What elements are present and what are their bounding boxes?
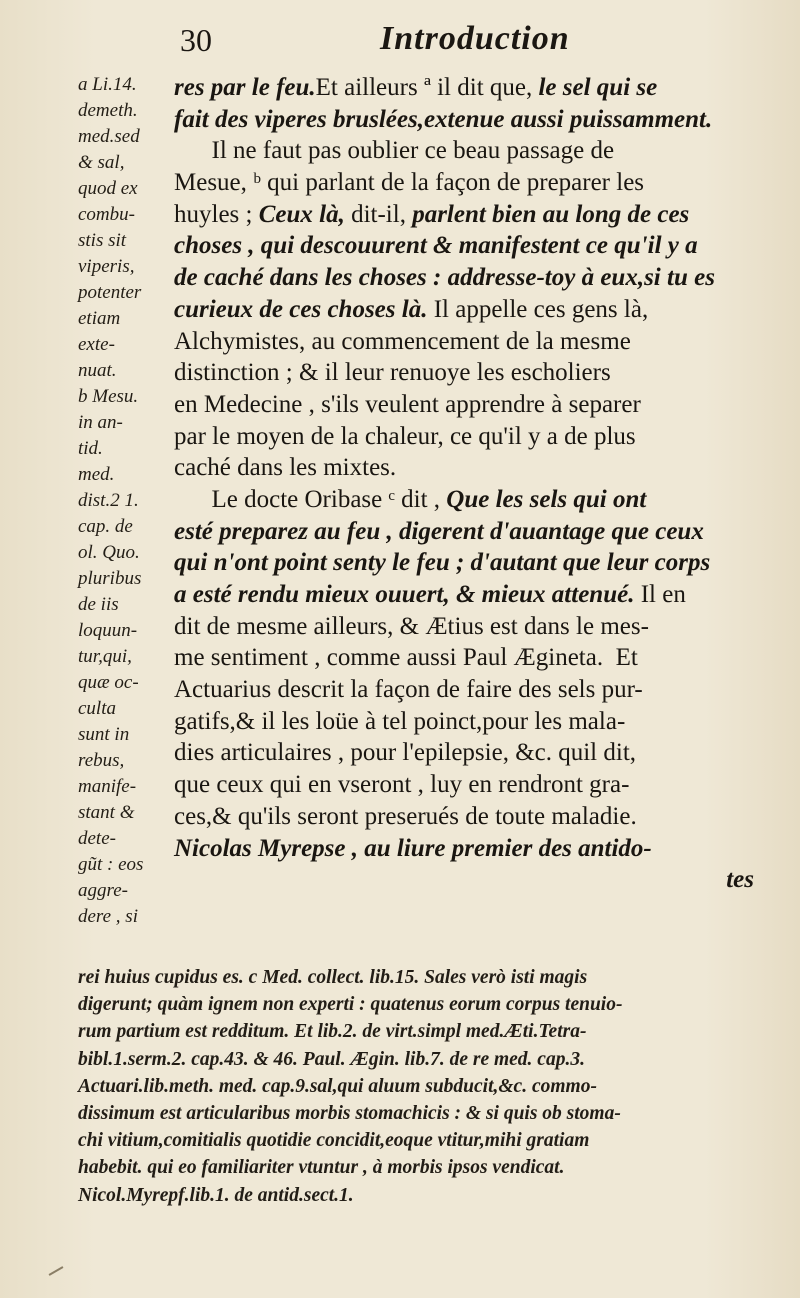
text-line: [174, 167, 754, 199]
margin-note-line: demeth.: [78, 100, 138, 121]
footnote-line: digerunt; quàm ignem non experti : quatenus eorum corpus tenuio-: [78, 994, 623, 1016]
margin-note-line: tid.: [78, 438, 103, 459]
text-line: [174, 389, 754, 421]
margin-notes: [78, 72, 174, 930]
text-line: [174, 706, 754, 738]
margin-note-line: manife-: [78, 776, 137, 797]
footnote-line: Nicol.Myrepf.lib.1. de antid.sect.1.: [78, 1184, 354, 1206]
margin-note-line: nuat.: [78, 360, 117, 381]
margin-note-line: etiam: [78, 308, 121, 329]
margin-note-line: b Mesu.: [78, 386, 139, 407]
margin-note-line: exte-: [78, 334, 115, 355]
text-segment: Et ailleurs ª il dit que,: [315, 74, 539, 101]
margin-note-line: potenter: [78, 282, 142, 303]
text-segment: choses , qui descouurent & manifestent ce qu'il y a: [174, 232, 698, 260]
text-segment: fait des viperes bruslées,extenue aussi puissamment.: [174, 105, 713, 133]
text-segment: Il ne faut pas oublier ce beau passage de: [174, 137, 615, 165]
running-head: Introduction: [380, 20, 570, 57]
margin-note-line: stis sit: [78, 230, 127, 251]
margin-note-line: med.: [78, 464, 115, 485]
margin-note-line: dist.2 1.: [78, 490, 139, 511]
text-line: [174, 357, 754, 389]
text-segment: le sel qui se: [538, 74, 658, 101]
margin-note-line: viperis,: [78, 256, 135, 277]
margin-note-line: sunt in: [78, 724, 130, 745]
page-number: 30: [180, 22, 212, 58]
text-line: [174, 421, 754, 453]
text-line: [174, 833, 754, 865]
text-segment: Nicolas Myrepse , au liure premier des antido-: [174, 834, 652, 862]
catchword: tes: [726, 866, 754, 894]
text-line: [174, 452, 754, 484]
margin-note-line: ol. Quo.: [78, 542, 140, 563]
text-line: [174, 326, 754, 358]
text-segment: ces,& qu'ils seront preserués de toute maladie.: [174, 802, 637, 830]
text-segment: dies articulaires , pour l'epilepsie, &c. quil dit,: [174, 739, 637, 767]
text-line: [174, 579, 754, 611]
text-line: [174, 611, 754, 643]
text-line: [174, 769, 754, 801]
text-segment: Il appelle ces gens là,: [427, 295, 649, 323]
text-line: [174, 674, 754, 706]
margin-note-line: med.sed: [78, 126, 140, 147]
text-line: [174, 135, 754, 167]
margin-note-line: loquun-: [78, 620, 138, 641]
text-segment: huyles ;: [174, 200, 259, 228]
margin-note-line: a Li.14.: [78, 74, 137, 95]
main-text-block: [174, 72, 754, 896]
text-segment: caché dans les mixtes.: [174, 454, 397, 482]
text-segment: Alchymistes, au commencement de la mesme: [174, 327, 631, 355]
text-line: [174, 230, 754, 262]
text-line: [174, 642, 754, 674]
margin-note-line: cap. de: [78, 516, 133, 537]
text-segment: Actuarius descrit la façon de faire des sels pur-: [174, 676, 643, 704]
text-segment: Le docte Oribase ᶜ dit ,: [174, 485, 447, 513]
margin-note-line: in an-: [78, 412, 123, 433]
margin-note-line: de iis: [78, 594, 119, 615]
margin-note-line: dere , si: [78, 906, 138, 927]
text-line: [174, 262, 754, 294]
text-segment: de caché dans les choses : addresse-toy à eux,si tu es: [174, 264, 715, 292]
footnote-line: rum partium est redditum. Et lib.2. de virt.simpl med.Æti.Tetra-: [78, 1021, 587, 1043]
text-segment: res par le feu.: [174, 74, 316, 101]
text-segment: qui n'ont point senty le feu ; d'autant que leur corps: [174, 549, 711, 577]
text-line: [174, 104, 754, 136]
text-segment: dit de mesme ailleurs, & Ætius est dans le mes-: [174, 612, 649, 640]
footnote-line: habebit. qui eo familiariter vtuntur , à morbis ipsos vendicat.: [78, 1157, 565, 1179]
text-segment: distinction ; & il leur renuoye les escholiers: [174, 359, 611, 387]
margin-note-line: combu-: [78, 204, 135, 225]
text-segment: gatifs,& il les loüe à tel poinct,pour les mala-: [174, 707, 626, 735]
text-segment: Que les sels qui ont: [446, 485, 647, 513]
text-segment: en Medecine , s'ils veulent apprendre à separer: [174, 390, 641, 418]
text-segment: a esté rendu mieux ouuert, & mieux attenué.: [174, 581, 635, 608]
text-segment: esté preparez au feu , digerent d'auantage que ceux: [174, 517, 704, 545]
text-segment: curieux de ces choses là.: [174, 295, 428, 323]
page-header: [170, 14, 730, 64]
text-segment: par le moyen de la chaleur, ce qu'il y a de plus: [174, 422, 636, 450]
footnote-line: chi vitium,comitialis quotidie concidit,eoque vtitur,mihi gratiam: [78, 1130, 590, 1152]
margin-note-line: & sal,: [78, 152, 125, 173]
text-line: [174, 547, 754, 579]
margin-note-line: tur,qui,: [78, 646, 132, 667]
text-segment: Mesue, ᵇ qui parlant de la façon de preparer les: [174, 169, 645, 197]
text-segment: Il en: [634, 581, 686, 608]
margin-note-line: culta: [78, 698, 116, 719]
margin-note-line: stant &: [78, 802, 135, 823]
footnote-line: rei huius cupidus es. c Med. collect. lib.15. Sales verò isti magis: [78, 967, 588, 988]
footnote-line: Actuari.lib.meth. med. cap.9.sal,qui aluum subducit,&c. commo-: [78, 1075, 597, 1097]
text-segment: me sentiment , comme aussi Paul Ægineta. Et: [174, 644, 638, 672]
text-line: [174, 72, 754, 104]
text-segment: dit-il,: [344, 200, 413, 228]
text-line: [174, 737, 754, 769]
text-segment: Ceux là,: [258, 200, 345, 228]
page-mark: [49, 1266, 64, 1276]
text-line: [174, 199, 754, 231]
margin-note-line: rebus,: [78, 750, 125, 771]
text-segment: que ceux qui en vseront , luy en rendront gra-: [174, 771, 630, 799]
footnote-line: bibl.1.serm.2. cap.43. & 46. Paul. Ægin. lib.7. de re med. cap.3.: [78, 1048, 585, 1070]
text-line: [174, 801, 754, 833]
text-line: [174, 484, 754, 516]
margin-note-line: dete-: [78, 828, 116, 849]
footnotes-block: [78, 964, 758, 1209]
margin-note-line: quæ oc-: [78, 672, 139, 693]
margin-note-line: quod ex: [78, 178, 138, 199]
text-segment: parlent bien au long de ces: [412, 200, 690, 228]
margin-note-line: aggre-: [78, 880, 128, 901]
text-line: [174, 516, 754, 548]
footnote-line: dissimum est articularibus morbis stomachicis : & si quis ob stoma-: [78, 1103, 621, 1125]
text-line: [174, 294, 754, 326]
margin-note-line: pluribus: [78, 568, 142, 589]
margin-note-line: gũt : eos: [78, 854, 144, 875]
